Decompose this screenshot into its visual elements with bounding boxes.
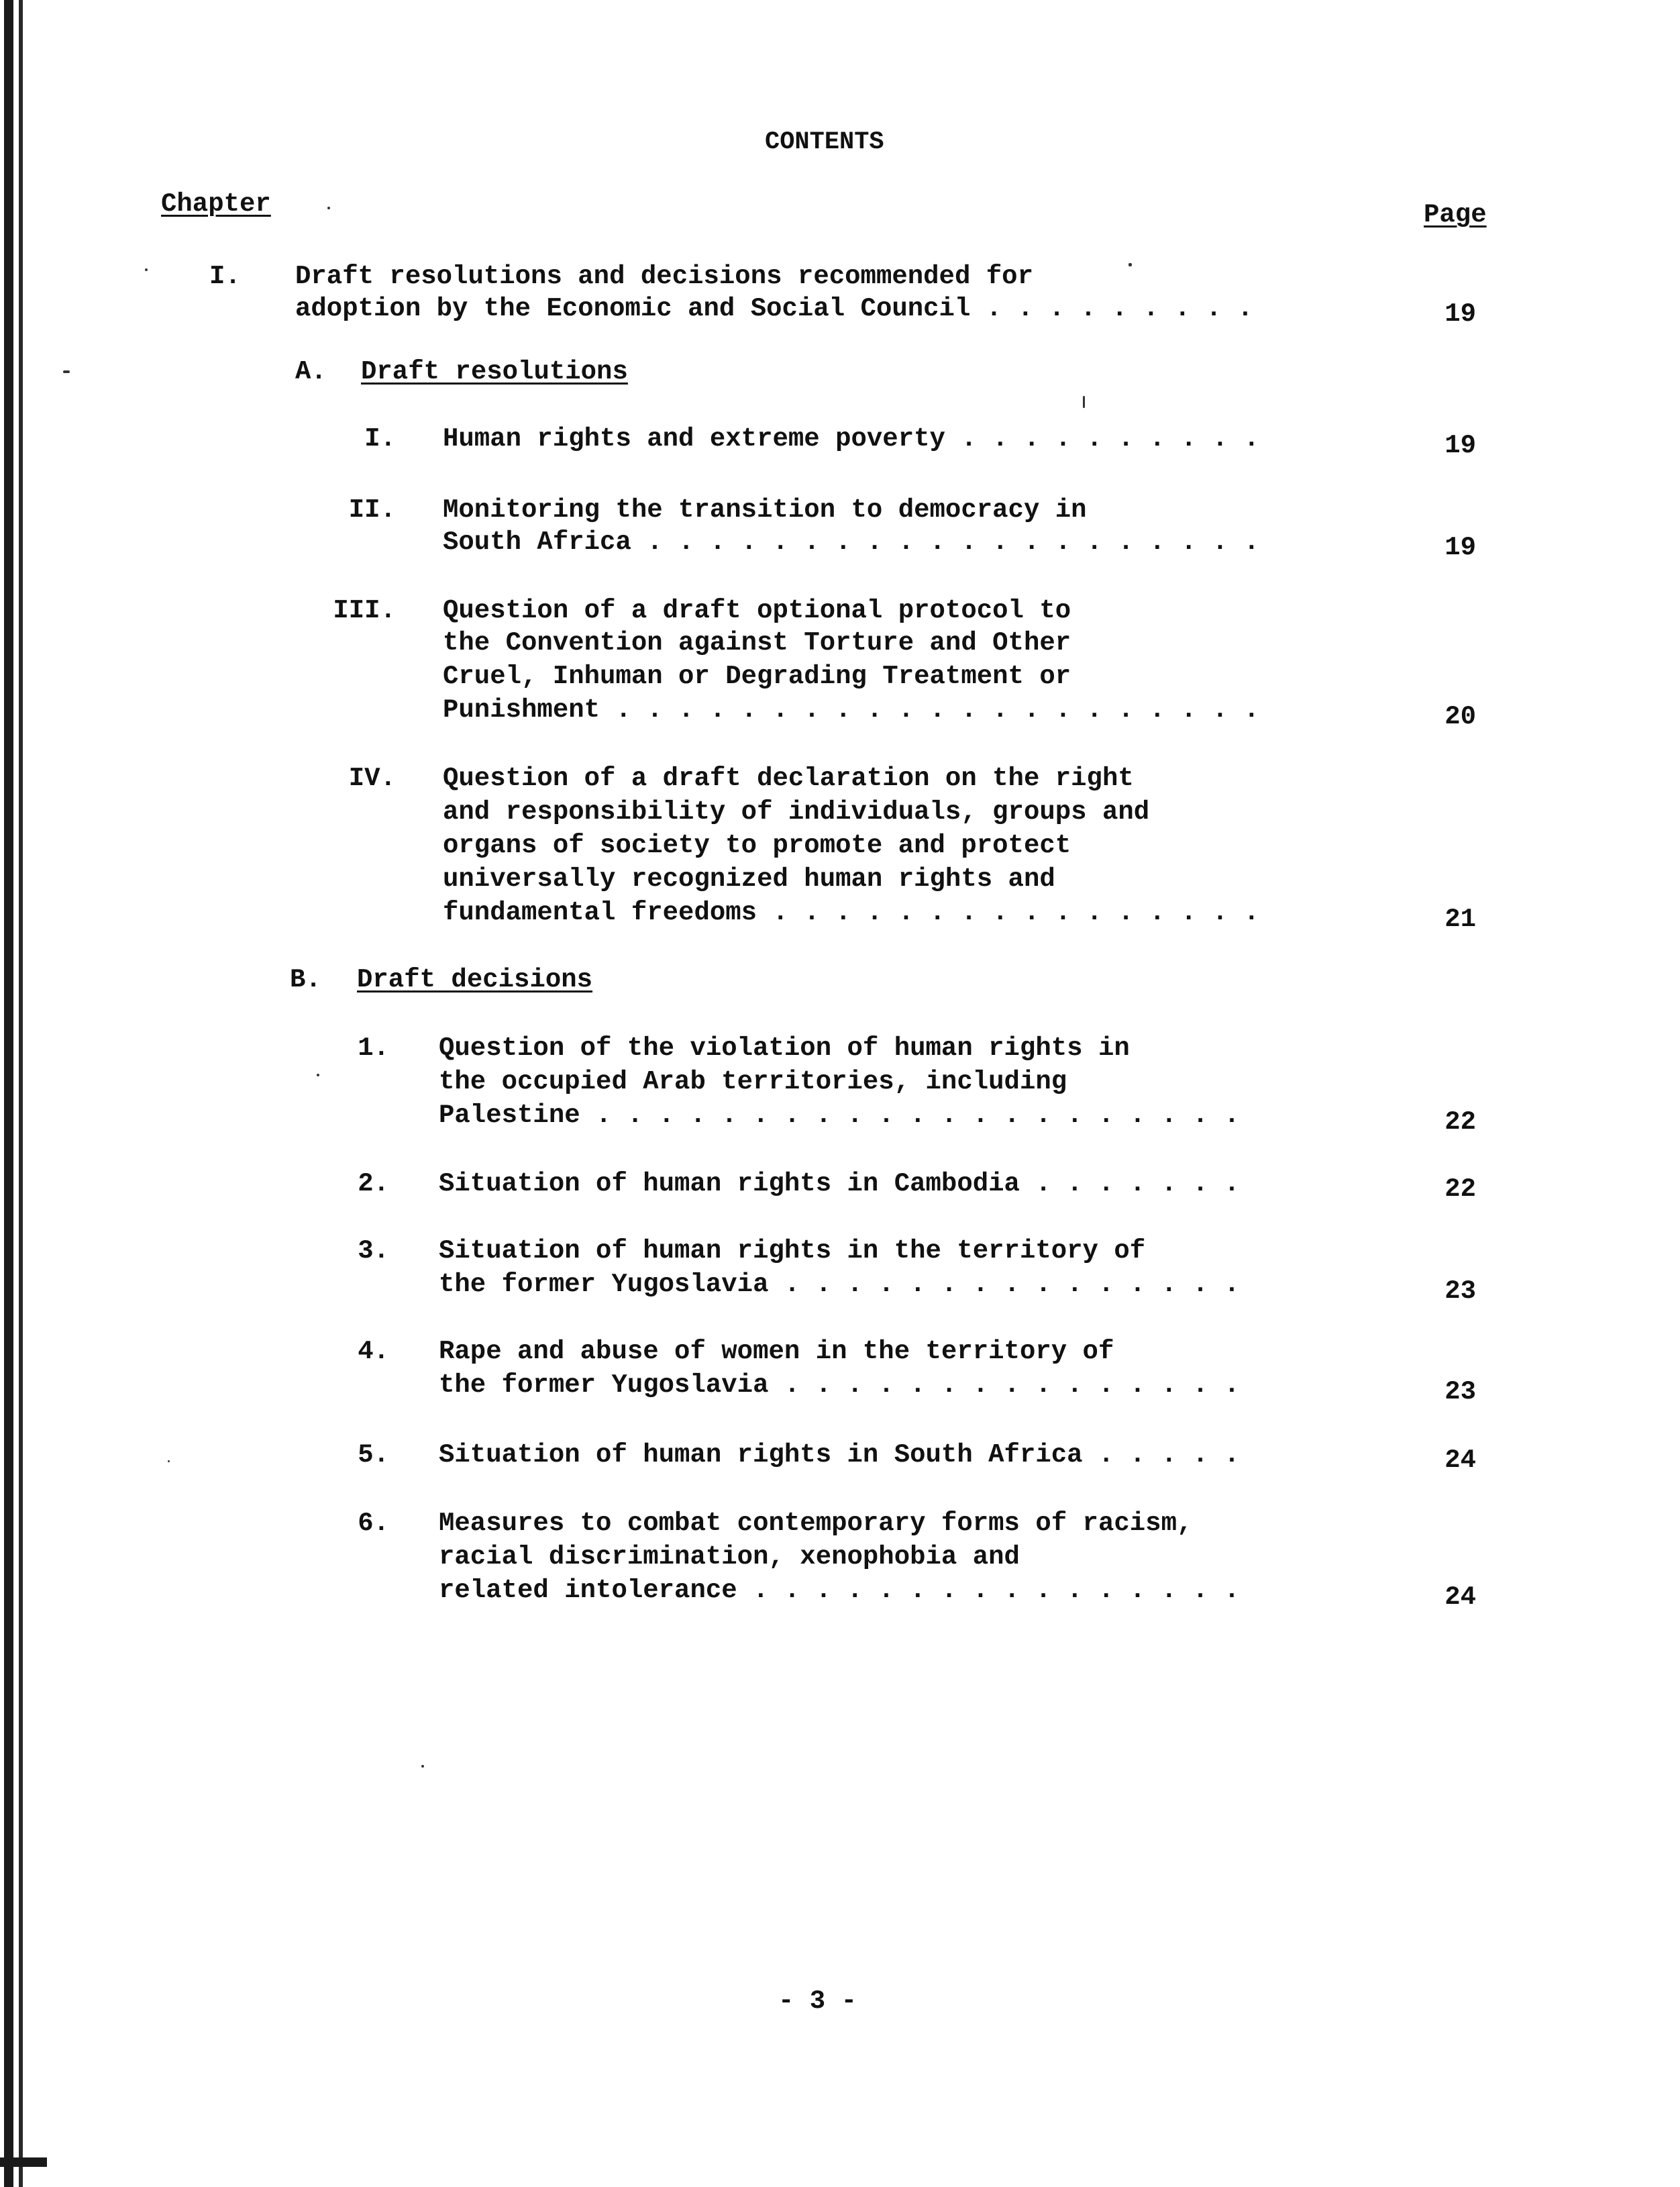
toc-entry-page: 24 [1445, 1582, 1476, 1612]
toc-entry-line: organs of society to promote and protect [443, 831, 1071, 860]
toc-entry-number: 6. [358, 1509, 389, 1538]
section-a-heading: Draft resolutions [361, 357, 628, 387]
toc-entry-line: related intolerance . . . . . . . . . . . . . . . . [439, 1576, 1240, 1605]
binding-edge [0, 0, 27, 2187]
toc-entry-line: Human rights and extreme poverty . . . . . . . . . . [443, 424, 1259, 454]
toc-entry-line: the Convention against Torture and Other [443, 628, 1071, 658]
toc-entry-line: fundamental freedoms . . . . . . . . . . . . . . . . [443, 898, 1259, 927]
toc-entry-page: 24 [1445, 1445, 1476, 1475]
toc-entry-page: 21 [1445, 905, 1476, 934]
chapter-page-number: 19 [1445, 299, 1476, 329]
toc-entry-page: 19 [1445, 431, 1476, 460]
toc-entry-line: and responsibility of individuals, groups and [443, 797, 1150, 827]
toc-entry-page: 23 [1445, 1377, 1476, 1407]
chapter-column-header: Chapter [161, 189, 271, 219]
toc-entry-page: 23 [1445, 1276, 1476, 1306]
toc-entry-line: Measures to combat contemporary forms of racism, [439, 1509, 1193, 1538]
toc-entry-line: the occupied Arab territories, including [439, 1067, 1067, 1097]
toc-entry-number: I. [364, 424, 396, 454]
toc-entry-line: Situation of human rights in Cambodia . . . . . . . [439, 1169, 1240, 1199]
page-column-header: Page [1424, 200, 1487, 230]
toc-entry-number: IV. [348, 764, 396, 793]
toc-entry-number: 2. [358, 1169, 389, 1199]
scan-speck [1083, 396, 1085, 408]
chapter-number: I. [209, 262, 241, 291]
toc-entry-page: 19 [1445, 533, 1476, 562]
toc-entry-line: Question of a draft declaration on the right [443, 764, 1134, 793]
toc-entry-line: Situation of human rights in South Africa . . . . . [439, 1440, 1240, 1470]
toc-entry-line: Question of a draft optional protocol to [443, 596, 1071, 625]
toc-entry-line: the former Yugoslavia . . . . . . . . . . . . . . . [439, 1270, 1240, 1299]
toc-entry-line: Rape and abuse of women in the territory of [439, 1337, 1114, 1366]
toc-entry-line: the former Yugoslavia . . . . . . . . . . . . . . . [439, 1370, 1240, 1400]
page-number-footer: - 3 - [778, 1986, 857, 2016]
toc-entry-line: racial discrimination, xenophobia and [439, 1542, 1020, 1572]
section-a-number: A. [295, 357, 327, 387]
toc-entry-page: 22 [1445, 1107, 1476, 1137]
scan-speck [168, 1460, 170, 1462]
toc-entry-number: II. [348, 495, 396, 525]
scan-speck [63, 370, 70, 373]
toc-entry-line: universally recognized human rights and [443, 864, 1055, 894]
toc-entry-number: 4. [358, 1337, 389, 1366]
toc-entry-line: Cruel, Inhuman or Degrading Treatment or [443, 662, 1071, 691]
scan-speck [327, 207, 330, 209]
scan-speck [145, 268, 148, 271]
toc-entry-line: Punishment . . . . . . . . . . . . . . . . . . . . . [443, 695, 1259, 725]
toc-entry-line: Monitoring the transition to democracy in [443, 495, 1087, 525]
toc-entry-line: Question of the violation of human rights in [439, 1033, 1130, 1063]
toc-entry-line: Situation of human rights in the territory of [439, 1236, 1146, 1266]
toc-entry-page: 22 [1445, 1174, 1476, 1204]
section-b-number: B. [290, 965, 321, 995]
toc-entry-line: Palestine . . . . . . . . . . . . . . . . . . . . . [439, 1101, 1240, 1130]
toc-entry-page: 20 [1445, 702, 1476, 731]
scan-speck [317, 1074, 319, 1076]
page-title: CONTENTS [765, 128, 884, 156]
toc-entry-line: South Africa . . . . . . . . . . . . . . . . . . . . [443, 527, 1259, 557]
chapter-title-line-1: Draft resolutions and decisions recommended for [295, 262, 1033, 291]
chapter-title-line-2: adoption by the Economic and Social Council . . . . . . . . . [295, 294, 1253, 323]
toc-entry-number: 3. [358, 1236, 389, 1266]
toc-entry-number: 5. [358, 1440, 389, 1470]
toc-entry-number: III. [333, 596, 396, 625]
toc-entry-number: 1. [358, 1033, 389, 1063]
section-b-heading: Draft decisions [357, 965, 593, 995]
scan-speck [1128, 263, 1132, 266]
scan-speck [421, 1765, 424, 1768]
